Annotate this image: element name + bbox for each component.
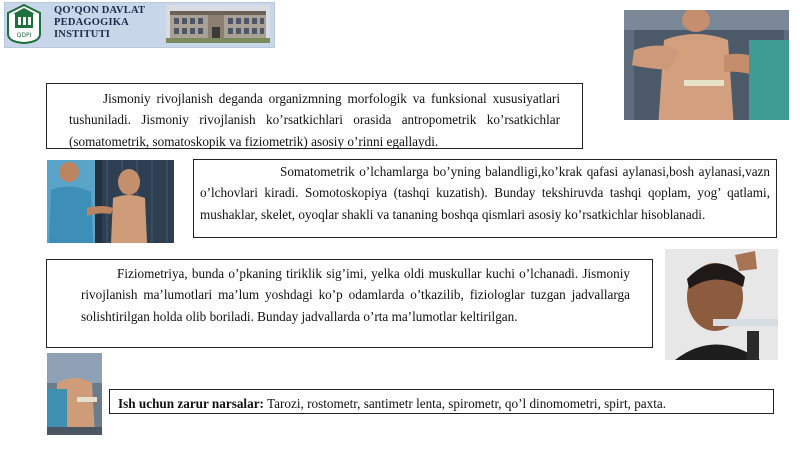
measurement-photo-1 [624, 10, 789, 128]
institute-logo [6, 4, 42, 44]
institute-name-line-1: QO’QON DAVLAT [54, 5, 146, 16]
morphology-paragraph: Jismoniy rivojlanish deganda organizmning morfologik va funksional xususiyatlari tushuniladi. Jismoniy rivojlanish ko’rsatkichlari orasida antropometrik ko’rsatkichlar (somatometrik, somatoskopik va fiziometrik) asosiy o’rinni egallaydi. [69, 91, 560, 149]
institute-name [54, 5, 145, 41]
equipment-label: Ish uchun zarur narsalar: [118, 396, 264, 411]
institute-name-line-3: INSTITUTI [54, 29, 111, 40]
logo-text: QDPI [16, 32, 32, 39]
measurement-photo-3 [47, 353, 102, 435]
spirometer-photo [665, 249, 778, 360]
somatometry-text-box [193, 159, 777, 238]
measurement-photo-2 [47, 160, 174, 243]
physiometry-paragraph: Fiziometriya, bunda o’pkaning tiriklik sig’imi, yelka oldi muskullar kuchi o’lchanadi. Jismoniy rivojlanish ma’lumotlari ma’lum yoshdagi ko’p odamlarda o’tkazilib, fiziologlar tuzgan jadvallarga solishtirilgan holda olib boriladi. Bunday jadvallarda o’rta ma’lumotlar keltirilgan. [81, 266, 630, 324]
morphology-text-box [46, 83, 583, 149]
equipment-paragraph [118, 393, 773, 414]
equipment-list: Tarozi, rostometr, santimetr lenta, spirometr, qo’l dinomometri, spirt, paxta. [263, 396, 667, 411]
institute-name-line-2: PEDAGOGIKA [54, 17, 129, 28]
equipment-text-box [109, 389, 774, 414]
institute-building-image [166, 5, 270, 43]
somatometry-paragraph: Somatometrik o’lchamlarga bo’yning balandligi,ko’krak qafasi aylanasi,bosh aylanasi,vazn o’lchovlari kiradi. Somotoskopiya (tashqi kuzatish). Bunday tekshiruvda tashqi qoplam, yog’ qatlami, mushaklar, skelet, oyoqlar shakli va tananing boshqa qismlari asosiy ko’rsatkichlar hisoblanadi. [200, 164, 770, 222]
physiometry-text-box [46, 259, 653, 348]
